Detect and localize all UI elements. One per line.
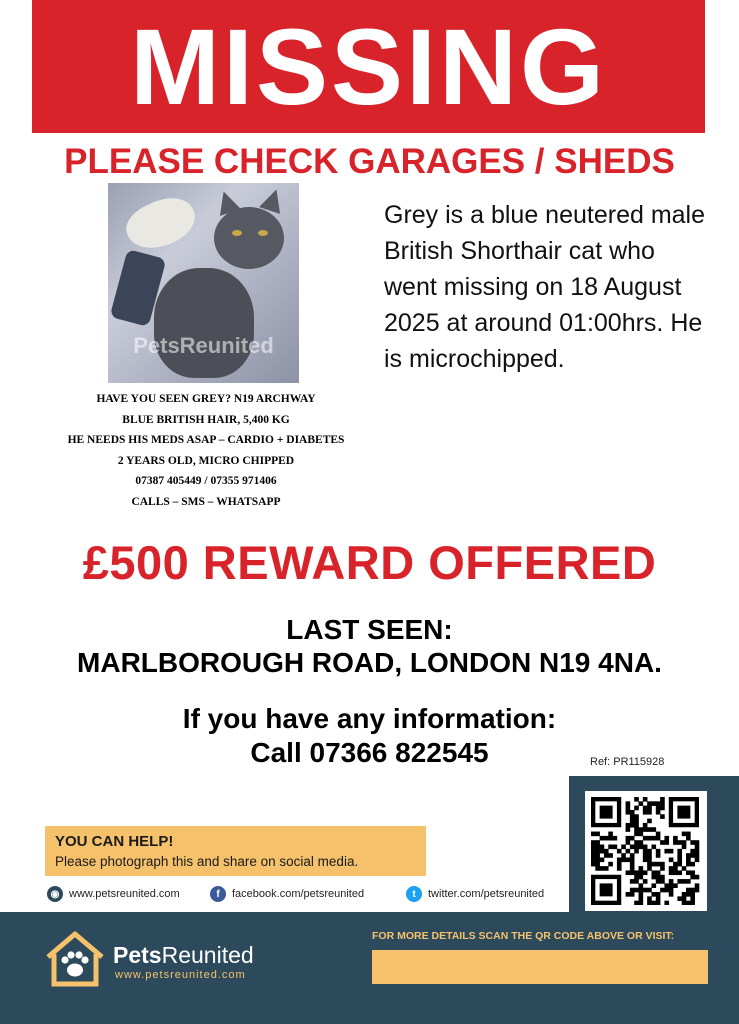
contact-prompt: If you have any information: xyxy=(182,703,557,734)
reference-number: Ref: PR115928 xyxy=(590,756,665,768)
caption-line: HE NEEDS HIS MEDS ASAP – CARDIO + DIABETES xyxy=(67,434,345,446)
scan-instructions: FOR MORE DETAILS SCAN THE QR CODE ABOVE OR VISIT: xyxy=(372,930,675,942)
photo-watermark: PetsReunited xyxy=(133,333,274,358)
subtitle: PLEASE CHECK GARAGES / SHEDS xyxy=(64,142,675,181)
brand-url[interactable]: www.petsreunited.com xyxy=(115,969,246,981)
globe-icon: ◉ xyxy=(47,886,63,902)
help-title: YOU CAN HELP! xyxy=(55,833,174,850)
photo-caption xyxy=(38,389,374,512)
twitter-icon: t xyxy=(406,886,422,902)
cat-photo xyxy=(108,183,299,383)
caption-line: HAVE YOU SEEN GREY? N19 ARCHWAY xyxy=(96,393,316,405)
footer xyxy=(0,912,739,1024)
paw-house-icon xyxy=(44,930,106,988)
twitter-link[interactable]: t twitter.com/petsreunited xyxy=(406,886,544,902)
brand-name: PetsReunited xyxy=(113,942,254,968)
caption-line: CALLS – SMS – WHATSAPP xyxy=(131,495,281,508)
missing-banner xyxy=(32,0,705,133)
caption-line: 07387 405449 / 07355 971406 xyxy=(135,475,277,487)
qr-panel xyxy=(569,776,739,912)
help-box xyxy=(45,826,426,876)
page-title: MISSING xyxy=(129,5,608,127)
caption-line: 2 YEARS OLD, MICRO CHIPPED xyxy=(117,454,295,467)
last-seen-label: LAST SEEN: xyxy=(286,614,453,645)
facebook-link[interactable]: f facebook.com/petsreunited xyxy=(210,886,364,902)
contact-phone[interactable]: Call 07366 822545 xyxy=(250,737,489,768)
website-link[interactable]: ◉ www.petsreunited.com xyxy=(47,886,180,902)
pet-description: Grey is a blue neutered male British Shorthair cat who went missing on 18 August 2025 at around 01:00hrs. He is microchipped. xyxy=(384,201,706,373)
last-seen-location: MARLBOROUGH ROAD, LONDON N19 4NA. xyxy=(77,647,662,678)
qr-code-icon[interactable] xyxy=(585,791,707,911)
visit-url-box xyxy=(372,950,708,984)
reward-heading: £500 REWARD OFFERED xyxy=(82,536,657,589)
last-seen xyxy=(0,613,739,679)
facebook-icon: f xyxy=(210,886,226,902)
help-text: Please photograph this and share on social media. xyxy=(55,854,359,869)
caption-line: BLUE BRITISH HAIR, 5,400 KG xyxy=(122,413,290,426)
